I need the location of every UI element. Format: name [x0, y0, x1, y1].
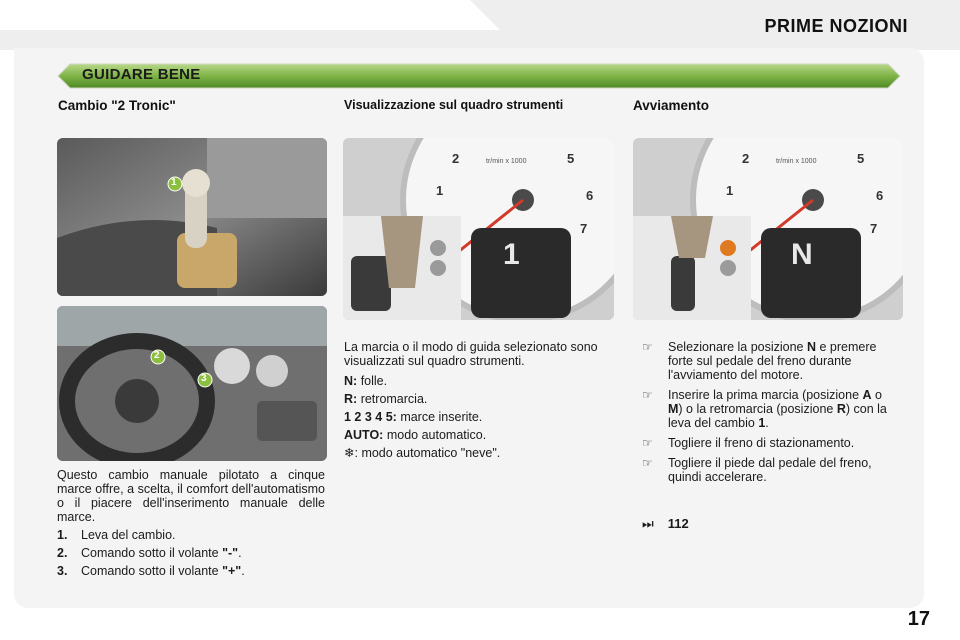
gauge-unit-label: tr/min x 1000 — [776, 158, 817, 165]
arrow-bullet-icon: ☞ — [642, 340, 653, 354]
display-item — [344, 410, 616, 424]
gearbox-intro: Questo cambio manuale pilotato a cinque marce offre, a scelta, il comfort dell'automatismo o il piacere dell'inserimento manuale delle marce. — [57, 468, 325, 524]
item-text-bold: R — [836, 402, 846, 416]
item-text: Selezionare la posizione — [668, 340, 807, 354]
instrument-cluster-photo-neutral — [633, 138, 903, 320]
badge-1-label: 1 — [171, 177, 177, 188]
gauge-tick-5: 5 — [567, 151, 575, 166]
item-text-bold: N — [806, 340, 817, 354]
list-item — [57, 564, 325, 578]
gauge-tick-1: 1 — [726, 183, 734, 198]
item-text-bold: M — [668, 402, 679, 416]
arrow-bullet-icon: ☞ — [642, 388, 653, 402]
display-item — [344, 392, 616, 406]
item-text: Comando sotto il volante — [81, 564, 223, 578]
item-text: Togliere il freno di stazionamento. — [668, 436, 855, 450]
item-text: Comando sotto il volante — [81, 546, 223, 560]
badge-2-label: 2 — [154, 350, 160, 361]
item-text-end: . — [241, 564, 245, 578]
double-arrow-icon: ⏭ — [642, 516, 654, 531]
display-item-text: modo automatico "neve". — [361, 446, 501, 460]
item-text-end: . — [765, 416, 769, 430]
steering-wheel-photo — [57, 306, 327, 461]
display-item-text: marce inserite. — [400, 410, 483, 424]
page-header-title: PRIME NOZIONI — [764, 16, 908, 36]
list-item — [642, 340, 892, 382]
item-text-end: . — [238, 546, 242, 560]
item-text-bold: "-" — [222, 546, 239, 560]
gauge-tick-2: 2 — [742, 151, 750, 166]
gauge-tick-1: 1 — [436, 183, 444, 198]
display-item — [344, 428, 616, 442]
gauge-tick-7: 7 — [580, 221, 588, 236]
item-text-bold: A — [862, 388, 872, 402]
arrow-bullet-icon: ☞ — [642, 436, 653, 450]
display-item — [344, 446, 616, 460]
gauge-unit-label: tr/min x 1000 — [486, 158, 527, 165]
display-item-text: modo automatico. — [386, 428, 487, 442]
gauge-tick-7: 7 — [870, 221, 878, 236]
gauge-tick-2: 2 — [452, 151, 460, 166]
gearbox-text — [57, 468, 325, 582]
badge-3-label: 3 — [201, 373, 207, 384]
item-text-end: e premere forte sul pedale del freno durante l'avviamento del motore. — [668, 340, 877, 382]
gearbox-title: Cambio "2 Tronic" — [58, 98, 176, 113]
item-text: ) con la leva del cambio — [668, 402, 887, 430]
gauge-gear-display: N — [791, 238, 813, 271]
item-text: ) o la retromarcia (posizione — [678, 402, 837, 416]
display-title: Visualizzazione sul quadro strumenti — [344, 98, 564, 112]
display-item-text: folle. — [360, 374, 388, 388]
snowflake-icon: ❄: — [344, 446, 358, 460]
display-intro: La marcia o il modo di guida selezionato sono visualizzati sul quadro strumenti. — [344, 340, 598, 368]
page-reference[interactable] — [642, 516, 689, 532]
instrument-cluster-photo-gear — [343, 138, 614, 320]
item-text: Togliere il piede dal pedale del freno, quindi accelerare. — [668, 456, 872, 484]
arrow-bullet-icon: ☞ — [642, 456, 653, 470]
display-item-label: N: — [344, 374, 358, 388]
item-number: 2. — [57, 546, 68, 560]
display-item-label: R: — [344, 392, 358, 406]
display-item-label: AUTO: — [344, 428, 384, 442]
display-item-text: retromarcia. — [360, 392, 428, 406]
item-text-bold: "+" — [222, 564, 242, 578]
list-item — [57, 546, 325, 560]
item-text: o — [871, 388, 882, 402]
start-title: Avviamento — [633, 98, 710, 113]
item-text: Leva del cambio. — [81, 528, 176, 542]
reference-page: 112 — [667, 516, 689, 531]
gauge-tick-6: 6 — [586, 188, 594, 203]
list-item — [642, 436, 892, 450]
display-item-label: 1 2 3 4 5: — [344, 410, 397, 424]
start-text — [642, 340, 892, 490]
display-item — [344, 374, 616, 388]
list-item — [57, 528, 325, 542]
display-text — [344, 340, 616, 464]
item-number: 3. — [57, 564, 68, 578]
list-item — [642, 388, 892, 430]
gear-lever-photo — [57, 138, 327, 296]
item-text: Inserire la prima marcia (posizione — [668, 388, 863, 402]
gauge-gear-display: 1 — [503, 238, 520, 271]
section-title: GUIDARE BENE — [82, 66, 201, 83]
item-text-bold: 1 — [758, 416, 766, 430]
gauge-tick-6: 6 — [876, 188, 884, 203]
list-item — [642, 456, 892, 484]
item-number: 1. — [57, 528, 68, 542]
gauge-tick-5: 5 — [857, 151, 865, 166]
page-number: 17 — [907, 608, 930, 630]
